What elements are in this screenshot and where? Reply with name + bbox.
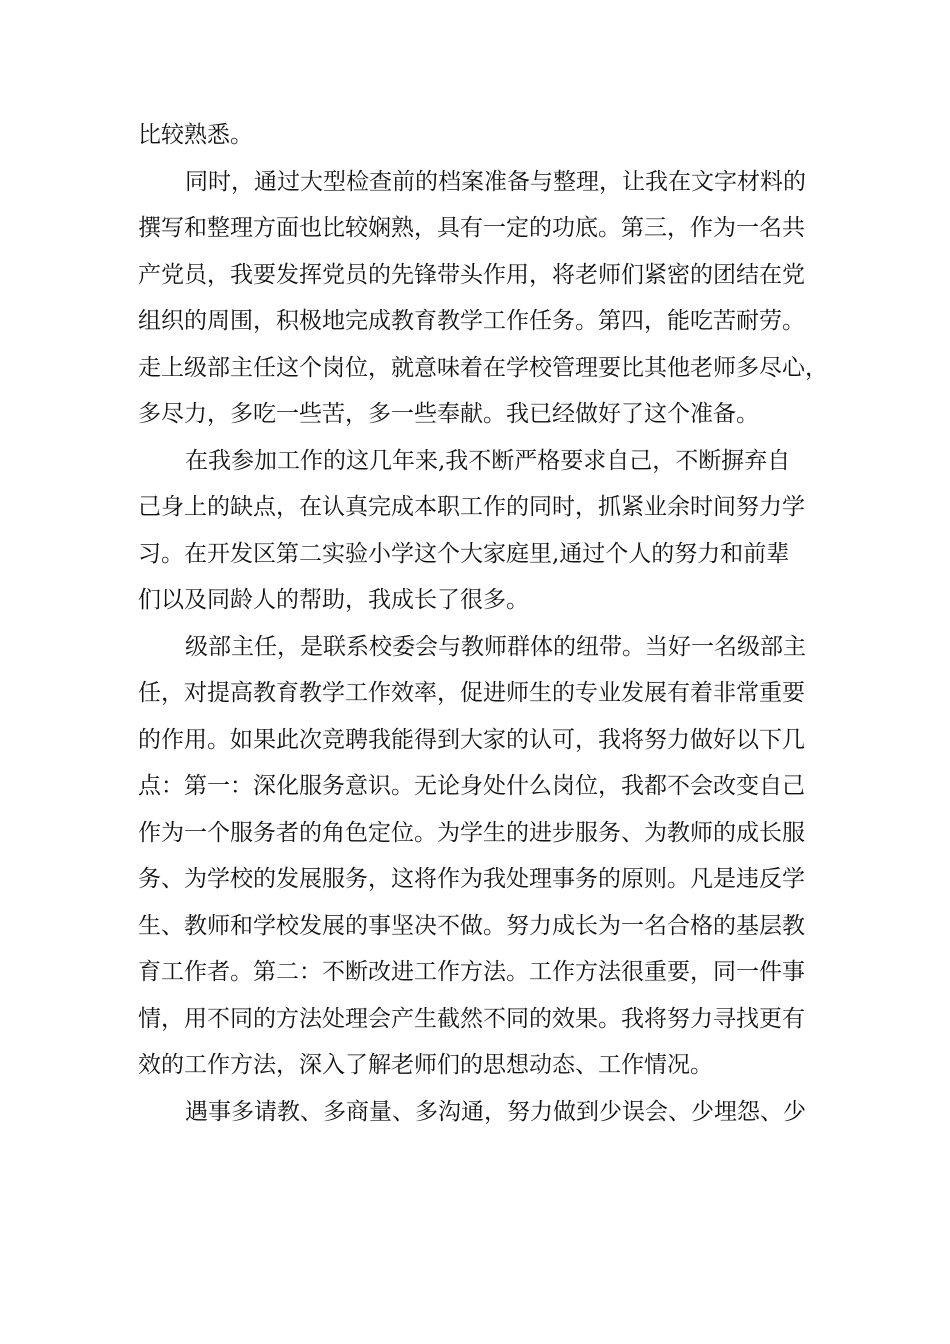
- document-body: [138, 112, 828, 1135]
- text-line: 比较熟悉。: [138, 122, 253, 148]
- text-line: 习。在开发区第二实验小学这个大家庭里,通过个人的努力和前辈: [138, 540, 790, 567]
- paragraph-first-line: 级部主任，是联系校委会与教师群体的纽带。当好一名级部主: [185, 633, 806, 660]
- text-line: 任，对提高教育教学工作效率，促进师生的专业发展有着非常重要: [138, 680, 805, 706]
- text-line: 效的工作方法，深入了解老师们的思想动态、工作情况。: [138, 1052, 713, 1078]
- text-line: 务、为学校的发展服务，这将作为我处理事务的原则。凡是违反学: [138, 866, 805, 892]
- text-line: 己身上的缺点，在认真完成本职工作的同时，抓紧业余时间努力学: [138, 494, 805, 520]
- text-line: 点：第一：深化服务意识。无论身处什么岗位，我都不会改变自己: [138, 773, 805, 799]
- text-line: 走上级部主任这个岗位，就意味着在学校管理要比其他老师多尽心，: [138, 354, 828, 381]
- text-line: 生、教师和学校发展的事坚决不做。努力成长为一名合格的基层教: [138, 912, 805, 939]
- paragraph-first-line: 同时，通过大型检查前的档案准备与整理，让我在文字材料的: [185, 168, 806, 195]
- text-line: 产党员，我要发挥党员的先锋带头作用，将老师们紧密的团结在党: [138, 261, 805, 288]
- text-line: 们以及同龄人的帮助，我成长了很多。: [138, 587, 529, 613]
- text-line: 作为一个服务者的角色定位。为学生的进步服务、为教师的成长服: [138, 819, 805, 846]
- text-line: 组织的周围，积极地完成教育教学工作任务。第四，能吃苦耐劳。: [138, 308, 805, 334]
- text-line: 撰写和整理方面也比较娴熟，具有一定的功底。第三，作为一名共: [138, 215, 805, 241]
- paragraph-first-line: 在我参加工作的这几年来,我不断严格要求自己，不断摒弃自: [185, 447, 791, 474]
- paragraph-first-line: 遇事多请教、多商量、多沟通，努力做到少误会、少埋怨、少: [185, 1098, 806, 1125]
- text-line: 情，用不同的方法处理会产生截然不同的效果。我将努力寻找更有: [138, 1005, 805, 1032]
- text-line: 多尽力，多吃一些苦，多一些奉献。我已经做好了这个准备。: [138, 401, 759, 427]
- text-line: 的作用。如果此次竞聘我能得到大家的认可，我将努力做好以下几: [138, 726, 805, 753]
- text-line: 育工作者。第二：不断改进工作方法。工作方法很重要，同一件事: [138, 959, 805, 985]
